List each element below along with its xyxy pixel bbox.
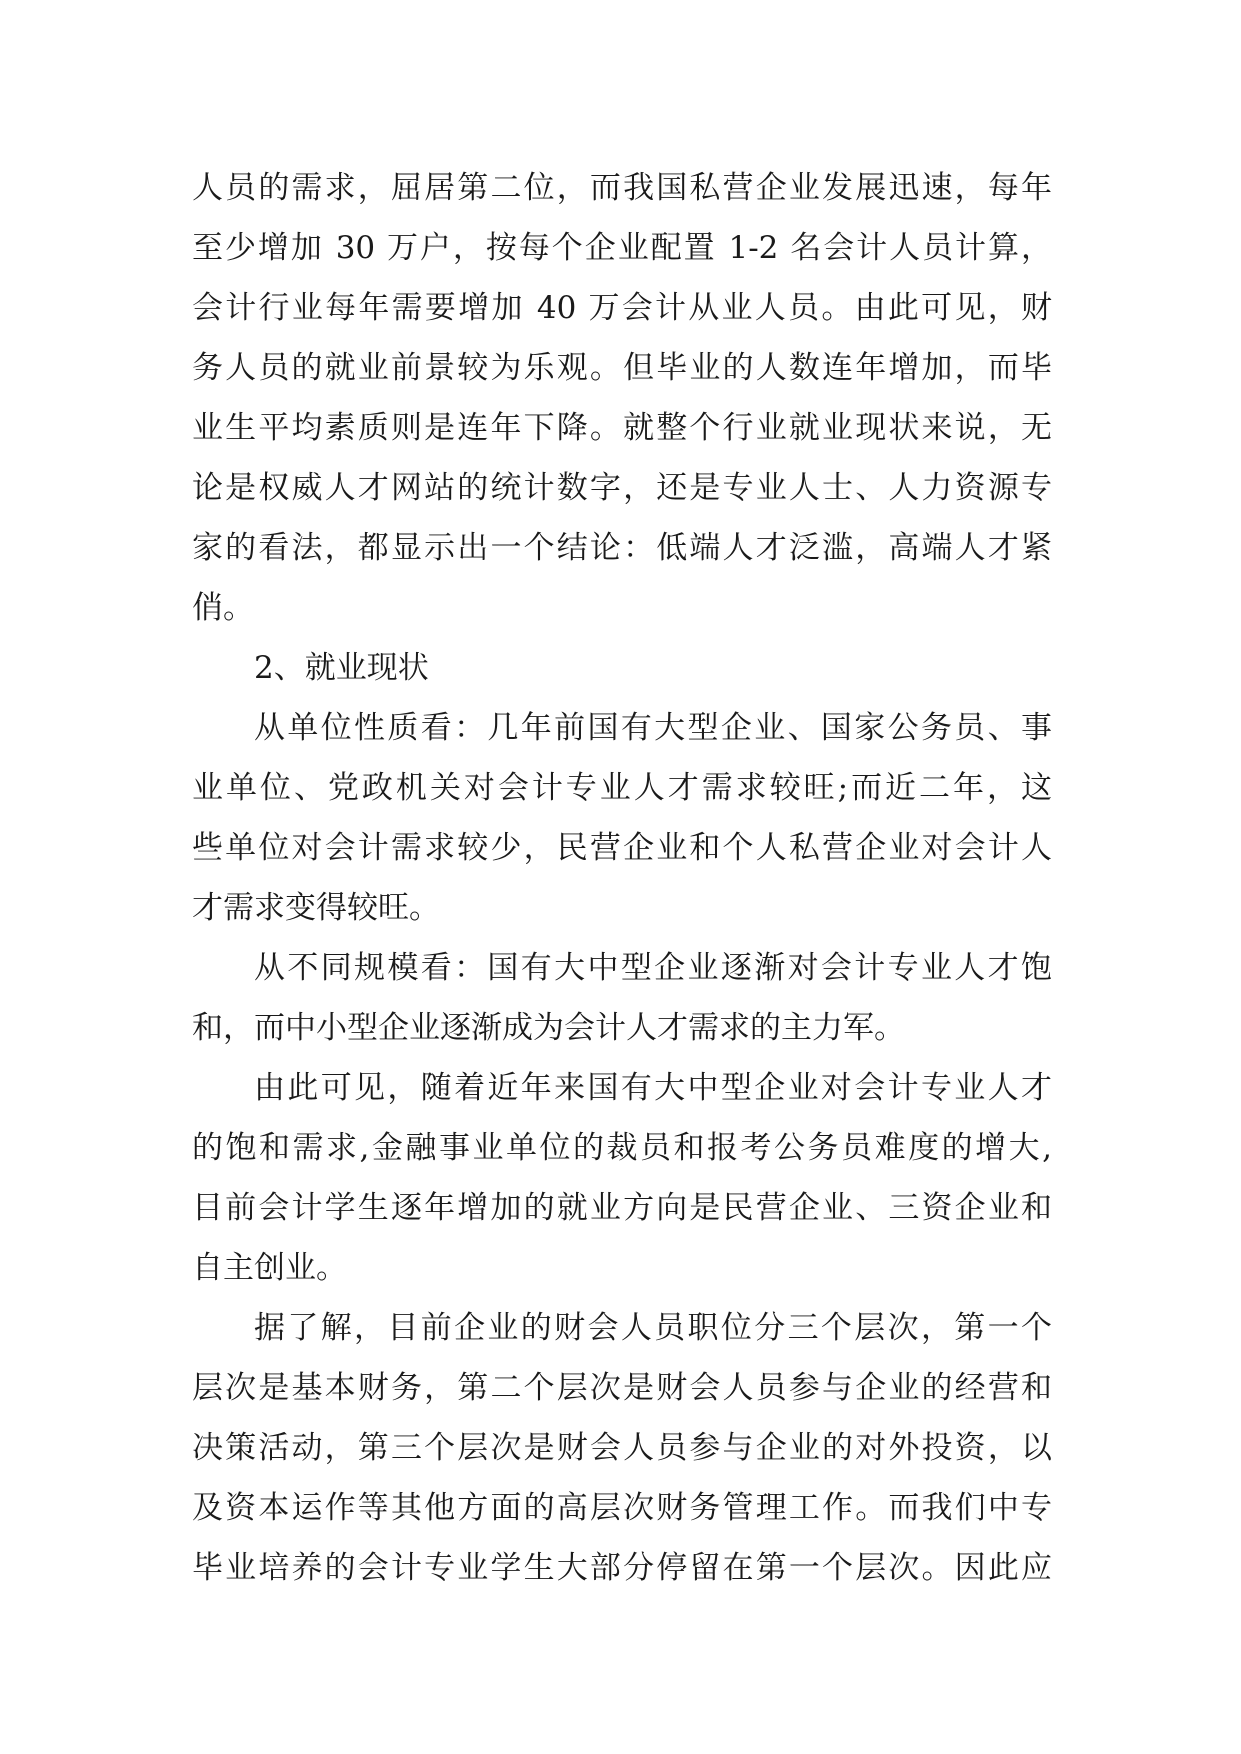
- body-text: [192, 158, 1052, 1598]
- text-line: 的饱和需求,金融事业单位的裁员和报考公务员难度的增大,: [192, 1130, 1052, 1166]
- text-line: 俏。: [192, 590, 254, 626]
- text-line: 些单位对会计需求较少，民营企业和个人私营企业对会计人: [192, 830, 1052, 866]
- text-line: 据了解，目前企业的财会人员职位分三个层次，第一个: [254, 1310, 1052, 1346]
- text-line: 层次是基本财务，第二个层次是财会人员参与企业的经营和: [192, 1370, 1052, 1406]
- text-line: 才需求变得较旺。: [192, 890, 440, 926]
- text-line: 家的看法，都显示出一个结论：低端人才泛滥，高端人才紧: [192, 530, 1052, 566]
- text-line: 从单位性质看：几年前国有大型企业、国家公务员、事: [254, 710, 1052, 746]
- text-line: 至少增加 30 万户，按每个企业配置 1-2 名会计人员计算，: [192, 230, 1052, 266]
- text-line: 会计行业每年需要增加 40 万会计从业人员。由此可见，财: [192, 290, 1052, 326]
- text-line: 毕业培养的会计专业学生大部分停留在第一个层次。因此应: [192, 1550, 1052, 1586]
- section-heading: 2、就业现状: [254, 650, 429, 686]
- text-line: 从不同规模看：国有大中型企业逐渐对会计专业人才饱: [254, 950, 1052, 986]
- text-line: 论是权威人才网站的统计数字，还是专业人士、人力资源专: [192, 470, 1052, 506]
- text-line: 业生平均素质则是连年下降。就整个行业就业现状来说，无: [192, 410, 1052, 446]
- text-line: 人员的需求，屈居第二位，而我国私营企业发展迅速，每年: [192, 170, 1052, 206]
- text-line: 自主创业。: [192, 1250, 347, 1286]
- text-line: 业单位、党政机关对会计专业人才需求较旺;而近二年，这: [192, 770, 1052, 806]
- text-line: 务人员的就业前景较为乐观。但毕业的人数连年增加，而毕: [192, 350, 1052, 386]
- text-line: 决策活动，第三个层次是财会人员参与企业的对外投资，以: [192, 1430, 1052, 1466]
- text-line: 及资本运作等其他方面的高层次财务管理工作。而我们中专: [192, 1490, 1052, 1526]
- text-line: 由此可见，随着近年来国有大中型企业对会计专业人才: [254, 1070, 1052, 1106]
- text-line: 和，而中小型企业逐渐成为会计人才需求的主力军。: [192, 1010, 905, 1046]
- text-line: 目前会计学生逐年增加的就业方向是民营企业、三资企业和: [192, 1190, 1052, 1226]
